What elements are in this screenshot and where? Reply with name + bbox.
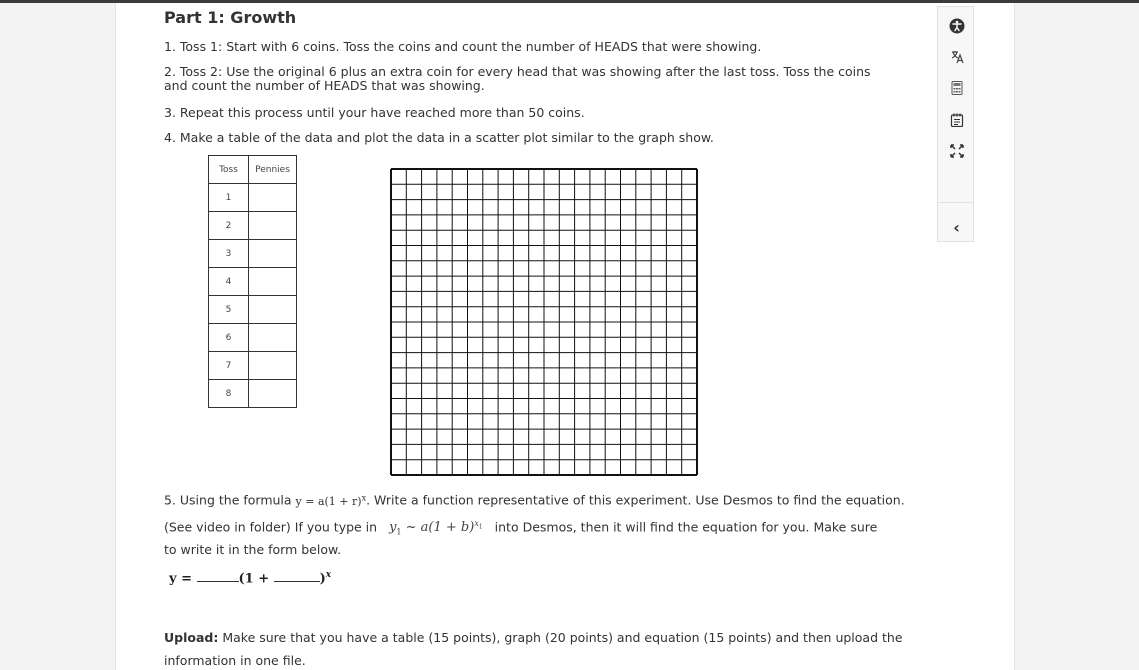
growth-formula-base: y = a(1 + r) xyxy=(295,494,362,508)
desmos-x-subscript: 1 xyxy=(478,523,483,531)
step-5-line-3: to write it in the form below. xyxy=(164,542,342,557)
table-row xyxy=(209,240,297,268)
answer-middle: (1 + xyxy=(238,571,274,587)
pennies-cell[interactable] xyxy=(249,296,297,324)
pennies-cell[interactable] xyxy=(249,212,297,240)
toss-cell: 1 xyxy=(209,184,249,212)
table-row xyxy=(209,352,297,380)
step-5-line-2-prefix: (See video in folder) If you type in xyxy=(164,519,382,535)
answer-blank-a[interactable] xyxy=(197,571,239,582)
pennies-cell[interactable] xyxy=(249,324,297,352)
pennies-cell[interactable] xyxy=(249,352,297,380)
toss-cell: 4 xyxy=(209,268,249,296)
pennies-cell[interactable] xyxy=(249,240,297,268)
step-2: 2. Toss 2: Use the original 6 plus an extra coin for every head that was showing after the last toss. Toss the coins and count the number of HEADS that was showing. xyxy=(164,64,871,93)
answer-form xyxy=(169,570,331,586)
step-4: 4. Make a table of the data and plot the data in a scatter plot similar to the graph show. xyxy=(164,130,714,145)
notepad-button[interactable] xyxy=(938,108,975,132)
translate-icon xyxy=(950,50,964,64)
collapse-chevron-icon[interactable]: ‹ xyxy=(953,217,960,237)
pennies-cell[interactable] xyxy=(249,268,297,296)
toss-cell: 5 xyxy=(209,296,249,324)
answer-suffix: ) xyxy=(319,571,326,587)
pennies-cell[interactable] xyxy=(249,380,297,408)
upload-text: Make sure that you have a table (15 points), graph (20 points) and equation (15 points) and then upload the xyxy=(218,630,903,645)
step-5-line-1 xyxy=(164,491,924,509)
toss-cell: 6 xyxy=(209,324,249,352)
toss-cell: 2 xyxy=(209,212,249,240)
growth-formula xyxy=(296,495,367,508)
step-1: 1. Toss 1: Start with 6 coins. Toss the coins and count the number of HEADS that were showing. xyxy=(164,39,762,54)
toss-cell: 3 xyxy=(209,240,249,268)
table-header-row xyxy=(209,156,297,184)
table-row xyxy=(209,296,297,324)
notepad-icon xyxy=(950,113,964,127)
upload-label: Upload: xyxy=(164,630,219,645)
fullscreen-icon xyxy=(950,144,964,158)
answer-exponent: x xyxy=(325,570,332,580)
desmos-exponent xyxy=(474,519,483,531)
accessibility-button[interactable] xyxy=(938,14,975,38)
desmos-expression xyxy=(389,520,483,535)
calculator-icon xyxy=(951,81,963,95)
accessibility-icon xyxy=(949,18,965,34)
table-row xyxy=(209,212,297,240)
toss-cell: 7 xyxy=(209,352,249,380)
toolbar-divider xyxy=(938,202,973,203)
translate-button[interactable] xyxy=(938,45,975,69)
pennies-header: Pennies xyxy=(249,156,297,184)
step-3: 3. Repeat this process until your have reached more than 50 coins. xyxy=(164,105,585,120)
toss-header: Toss xyxy=(209,156,249,184)
side-toolbar xyxy=(937,6,974,242)
fullscreen-button[interactable] xyxy=(938,139,975,163)
step-5-suffix: . Write a function representative of this experiment. Use Desmos to find the equation. xyxy=(366,492,905,508)
desmos-y: y xyxy=(389,520,397,536)
toss-cell: 8 xyxy=(209,380,249,408)
table-row xyxy=(209,324,297,352)
answer-blank-r[interactable] xyxy=(274,571,320,582)
upload-instructions xyxy=(164,631,924,645)
graph-grid xyxy=(390,168,698,480)
graph-grid-svg xyxy=(390,168,698,476)
desmos-x: x xyxy=(474,519,479,528)
page-title: Part 1: Growth xyxy=(164,8,297,27)
table-row xyxy=(209,268,297,296)
table-row xyxy=(209,184,297,212)
growth-formula-exponent: x xyxy=(361,493,367,502)
table-row xyxy=(209,380,297,408)
document-page xyxy=(115,3,1015,670)
data-table xyxy=(208,155,297,408)
pennies-cell[interactable] xyxy=(249,184,297,212)
desmos-body: ~ a(1 + b) xyxy=(401,520,475,536)
upload-instructions-line-2: information in one file. xyxy=(164,653,306,668)
calculator-button[interactable] xyxy=(938,76,975,100)
step-5-line-2-suffix: into Desmos, then it will find the equation for you. Make sure xyxy=(490,519,878,535)
answer-prefix: y = xyxy=(169,571,197,587)
step-5-prefix: 5. Using the formula xyxy=(164,492,296,508)
desmos-y-subscript: 1 xyxy=(396,527,402,537)
step-5-line-2 xyxy=(164,517,924,540)
